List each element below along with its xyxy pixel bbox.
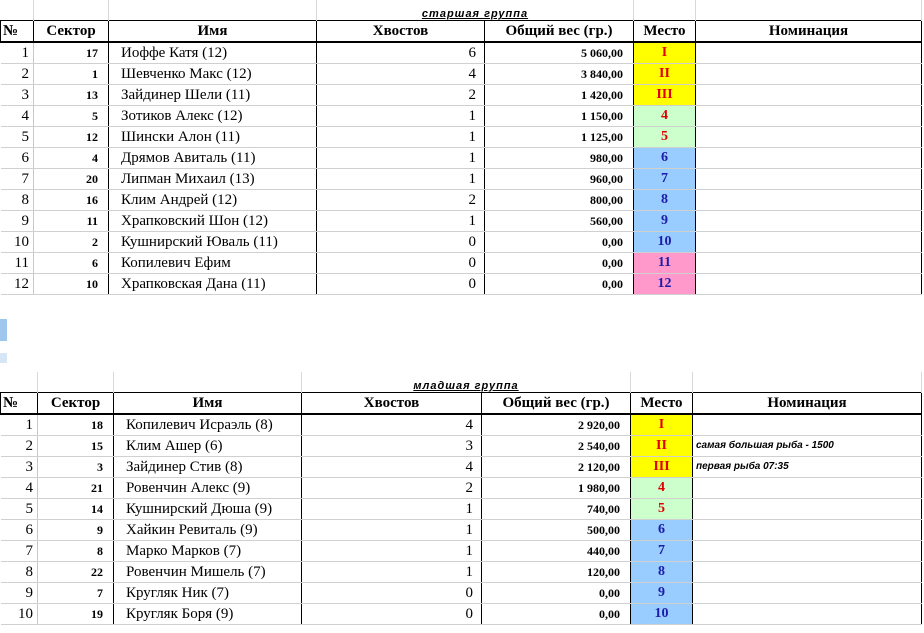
cell-nomination[interactable] <box>693 562 922 583</box>
cell-sector[interactable]: 21 <box>38 478 114 499</box>
cell-nomination[interactable] <box>696 42 922 64</box>
table-row <box>1 499 922 520</box>
junior-group-table <box>0 372 922 633</box>
cell-name[interactable]: Ровенчин Мишель (7) <box>114 562 302 583</box>
cell-no[interactable]: 2 <box>1 64 34 85</box>
cell-weight[interactable]: 1 420,00 <box>485 85 634 106</box>
cell-tails[interactable]: 1 <box>317 211 485 232</box>
cell-tails[interactable]: 0 <box>317 274 485 295</box>
table-row <box>1 148 922 169</box>
cell-no[interactable]: 1 <box>1 42 34 64</box>
cell-weight[interactable]: 0,00 <box>485 232 634 253</box>
cell-sector[interactable]: 1 <box>34 64 109 85</box>
cell-tails[interactable]: 2 <box>317 85 485 106</box>
cell-name[interactable]: Дрямов Авиталь (11) <box>109 148 317 169</box>
cell-no[interactable]: 7 <box>1 169 34 190</box>
table-row <box>1 232 922 253</box>
cell-sector[interactable]: 5 <box>34 106 109 127</box>
cell-no[interactable]: 5 <box>1 499 38 520</box>
table-row <box>1 190 922 211</box>
table-row <box>1 583 922 604</box>
cell-weight[interactable]: 560,00 <box>485 211 634 232</box>
cell-sector[interactable]: 14 <box>38 499 114 520</box>
cell-nomination[interactable]: первая рыба 07:35 <box>693 457 922 478</box>
cell-place[interactable]: 9 <box>634 211 696 232</box>
junior-title: младшая группа <box>302 372 631 393</box>
cell-weight[interactable]: 0,00 <box>485 253 634 274</box>
cell-place[interactable]: 9 <box>631 583 693 604</box>
cell-tails[interactable]: 1 <box>302 541 482 562</box>
cell-weight[interactable]: 800,00 <box>485 190 634 211</box>
cell-nomination[interactable] <box>693 604 922 625</box>
cell-sector[interactable]: 6 <box>34 253 109 274</box>
cell-weight[interactable]: 1 125,00 <box>485 127 634 148</box>
cell-weight[interactable]: 3 840,00 <box>485 64 634 85</box>
cell-no[interactable]: 11 <box>1 253 34 274</box>
cell-name[interactable]: Зотиков Алекс (12) <box>109 106 317 127</box>
cell-no[interactable]: 10 <box>1 604 38 625</box>
table-row <box>1 541 922 562</box>
cell-nomination[interactable] <box>693 520 922 541</box>
cell-name[interactable]: Клим Андрей (12) <box>109 190 317 211</box>
junior-sheet <box>0 372 922 625</box>
cell-weight[interactable]: 5 060,00 <box>485 42 634 64</box>
header-weight[interactable]: Общий вес (гр.) <box>482 393 631 415</box>
table-row <box>1 169 922 190</box>
senior-header-row <box>1 21 922 43</box>
header-sector[interactable]: Сектор <box>34 21 109 43</box>
cell-tails[interactable]: 4 <box>302 457 482 478</box>
cell-name[interactable]: Иоффе Катя (12) <box>109 42 317 64</box>
cell-place[interactable]: 8 <box>634 190 696 211</box>
sheet-gap <box>0 295 924 372</box>
table-row <box>1 106 922 127</box>
senior-title: старшая группа <box>317 0 634 21</box>
cell-weight[interactable]: 120,00 <box>482 562 631 583</box>
cell-tails[interactable]: 0 <box>317 232 485 253</box>
cell-nomination[interactable] <box>696 232 922 253</box>
cell-sector[interactable]: 15 <box>38 436 114 457</box>
cell-place[interactable]: 7 <box>631 541 693 562</box>
cell-nomination[interactable] <box>696 253 922 274</box>
header-sector[interactable]: Сектор <box>38 393 114 415</box>
cell-place[interactable]: 10 <box>634 232 696 253</box>
header-place[interactable]: Место <box>634 21 696 43</box>
cell-name[interactable]: Хайкин Ревиталь (9) <box>114 520 302 541</box>
cell-tails[interactable]: 0 <box>302 604 482 625</box>
cell-sector[interactable]: 10 <box>34 274 109 295</box>
cell-no[interactable]: 10 <box>1 232 34 253</box>
header-name[interactable]: Имя <box>109 21 317 43</box>
cell-tails[interactable]: 1 <box>317 169 485 190</box>
table-row <box>1 604 922 625</box>
cell-sector[interactable]: 13 <box>34 85 109 106</box>
cell-place[interactable]: III <box>634 85 696 106</box>
row-edge-marker <box>0 319 7 341</box>
cell-nomination[interactable] <box>693 414 922 436</box>
cell-tails[interactable]: 1 <box>302 562 482 583</box>
cell-nomination[interactable] <box>693 499 922 520</box>
cell-tails[interactable]: 6 <box>317 42 485 64</box>
header-place[interactable]: Место <box>631 393 693 415</box>
cell-name[interactable]: Клим Ашер (6) <box>114 436 302 457</box>
cell-weight[interactable]: 980,00 <box>485 148 634 169</box>
cell-nomination[interactable] <box>696 127 922 148</box>
cell-place[interactable]: 5 <box>634 127 696 148</box>
header-name[interactable]: Имя <box>114 393 302 415</box>
cell-tails[interactable]: 3 <box>302 436 482 457</box>
table-row <box>1 64 922 85</box>
cell-no[interactable]: 2 <box>1 436 38 457</box>
cell-tails[interactable]: 2 <box>302 478 482 499</box>
cell-no[interactable]: 1 <box>1 414 38 436</box>
cell-nomination[interactable] <box>696 148 922 169</box>
cell-place[interactable]: I <box>634 42 696 64</box>
cell-nomination[interactable] <box>693 583 922 604</box>
table-row <box>1 127 922 148</box>
cell-tails[interactable]: 4 <box>302 414 482 436</box>
cell-sector[interactable]: 18 <box>38 414 114 436</box>
cell-nomination[interactable] <box>696 211 922 232</box>
cell-no[interactable]: 6 <box>1 148 34 169</box>
header-nomination[interactable]: Номинация <box>696 21 922 43</box>
cell-place[interactable]: 7 <box>634 169 696 190</box>
cell-place[interactable]: 11 <box>634 253 696 274</box>
cell-tails[interactable]: 1 <box>317 148 485 169</box>
cell-sector[interactable]: 12 <box>34 127 109 148</box>
cell-place[interactable]: III <box>631 457 693 478</box>
cell-name[interactable]: Шински Алон (11) <box>109 127 317 148</box>
header-no[interactable]: № <box>1 21 34 43</box>
cell-name[interactable]: Кругляк Боря (9) <box>114 604 302 625</box>
cell-place[interactable]: II <box>634 64 696 85</box>
cell-sector[interactable]: 17 <box>34 42 109 64</box>
cell-place[interactable]: 6 <box>631 520 693 541</box>
table-row <box>1 457 922 478</box>
cell-weight[interactable]: 0,00 <box>482 583 631 604</box>
cell-tails[interactable]: 0 <box>302 583 482 604</box>
header-tails[interactable]: Хвостов <box>302 393 482 415</box>
cell-place[interactable]: I <box>631 414 693 436</box>
cell-weight[interactable]: 440,00 <box>482 541 631 562</box>
cell-no[interactable]: 8 <box>1 562 38 583</box>
cell-nomination[interactable] <box>696 190 922 211</box>
cell-tails[interactable]: 1 <box>317 127 485 148</box>
cell-sector[interactable]: 8 <box>38 541 114 562</box>
cell-tails[interactable]: 4 <box>317 64 485 85</box>
cell-weight[interactable]: 0,00 <box>482 604 631 625</box>
cell-sector[interactable]: 2 <box>34 232 109 253</box>
cell-no[interactable]: 8 <box>1 190 34 211</box>
cell-sector[interactable]: 9 <box>38 520 114 541</box>
cell-name[interactable]: Кушнирский Дюша (9) <box>114 499 302 520</box>
cell-name[interactable]: Копилевич Исраэль (8) <box>114 414 302 436</box>
cell-name[interactable]: Храпковский Шон (12) <box>109 211 317 232</box>
cell-tails[interactable]: 2 <box>317 190 485 211</box>
cell-name[interactable]: Кушнирский Юваль (11) <box>109 232 317 253</box>
cell-nomination[interactable]: самая большая рыба - 1500 <box>693 436 922 457</box>
cell-tails[interactable]: 1 <box>302 520 482 541</box>
cell-place[interactable]: 12 <box>634 274 696 295</box>
cell-nomination[interactable] <box>696 106 922 127</box>
cell-place[interactable]: 6 <box>634 148 696 169</box>
cell-weight[interactable]: 740,00 <box>482 499 631 520</box>
cell-weight[interactable]: 2 120,00 <box>482 457 631 478</box>
cell-weight[interactable]: 2 540,00 <box>482 436 631 457</box>
table-row <box>1 253 922 274</box>
cell-tails[interactable]: 1 <box>302 499 482 520</box>
cell-nomination[interactable] <box>696 64 922 85</box>
cell-sector[interactable]: 19 <box>38 604 114 625</box>
cell-nomination[interactable] <box>693 478 922 499</box>
table-row <box>1 562 922 583</box>
table-row <box>1 436 922 457</box>
cell-tails[interactable]: 0 <box>317 253 485 274</box>
cell-place[interactable]: 4 <box>634 106 696 127</box>
cell-place[interactable]: 4 <box>631 478 693 499</box>
row-edge-marker <box>0 353 7 363</box>
header-weight[interactable]: Общий вес (гр.) <box>485 21 634 43</box>
cell-sector[interactable]: 11 <box>34 211 109 232</box>
cell-name[interactable]: Зайдинер Стив (8) <box>114 457 302 478</box>
cell-sector[interactable]: 20 <box>34 169 109 190</box>
cell-sector[interactable]: 4 <box>34 148 109 169</box>
cell-nomination[interactable] <box>693 541 922 562</box>
cell-place[interactable]: II <box>631 436 693 457</box>
senior-sheet <box>0 0 922 295</box>
cell-no[interactable]: 7 <box>1 541 38 562</box>
cell-no[interactable]: 9 <box>1 211 34 232</box>
cell-place[interactable]: 10 <box>631 604 693 625</box>
table-row <box>1 478 922 499</box>
cell-weight[interactable]: 2 920,00 <box>482 414 631 436</box>
header-no[interactable]: № <box>1 393 38 415</box>
cell-nomination[interactable] <box>696 85 922 106</box>
table-row <box>1 414 922 436</box>
junior-header-row <box>1 393 922 415</box>
header-nomination[interactable]: Номинация <box>693 393 922 415</box>
cell-no[interactable]: 6 <box>1 520 38 541</box>
cell-place[interactable]: 5 <box>631 499 693 520</box>
cell-sector[interactable]: 7 <box>38 583 114 604</box>
cell-no[interactable]: 4 <box>1 478 38 499</box>
cell-name[interactable]: Марко Марков (7) <box>114 541 302 562</box>
cell-no[interactable]: 3 <box>1 85 34 106</box>
cell-sector[interactable]: 16 <box>34 190 109 211</box>
cell-no[interactable]: 12 <box>1 274 34 295</box>
cell-name[interactable]: Липман Михаил (13) <box>109 169 317 190</box>
cell-sector[interactable]: 3 <box>38 457 114 478</box>
senior-group-table <box>0 0 922 295</box>
cell-no[interactable]: 9 <box>1 583 38 604</box>
cell-weight[interactable]: 1 150,00 <box>485 106 634 127</box>
cell-name[interactable]: Храпковская Дана (11) <box>109 274 317 295</box>
table-row <box>1 520 922 541</box>
cell-no[interactable]: 5 <box>1 127 34 148</box>
table-row <box>1 274 922 295</box>
cell-name[interactable]: Кругляк Ник (7) <box>114 583 302 604</box>
table-row <box>1 85 922 106</box>
cell-weight[interactable]: 500,00 <box>482 520 631 541</box>
table-row <box>1 211 922 232</box>
table-row <box>1 42 922 64</box>
cell-sector[interactable]: 22 <box>38 562 114 583</box>
cell-nomination[interactable] <box>696 274 922 295</box>
header-tails[interactable]: Хвостов <box>317 21 485 43</box>
cell-weight[interactable]: 0,00 <box>485 274 634 295</box>
cell-name[interactable]: Шевченко Макс (12) <box>109 64 317 85</box>
cell-no[interactable]: 4 <box>1 106 34 127</box>
cell-place[interactable]: 8 <box>631 562 693 583</box>
cell-name[interactable]: Копилевич Ефим <box>109 253 317 274</box>
cell-tails[interactable]: 1 <box>317 106 485 127</box>
cell-no[interactable]: 3 <box>1 457 38 478</box>
cell-weight[interactable]: 960,00 <box>485 169 634 190</box>
cell-nomination[interactable] <box>696 169 922 190</box>
cell-weight[interactable]: 1 980,00 <box>482 478 631 499</box>
cell-name[interactable]: Зайдинер Шели (11) <box>109 85 317 106</box>
cell-name[interactable]: Ровенчин Алекс (9) <box>114 478 302 499</box>
